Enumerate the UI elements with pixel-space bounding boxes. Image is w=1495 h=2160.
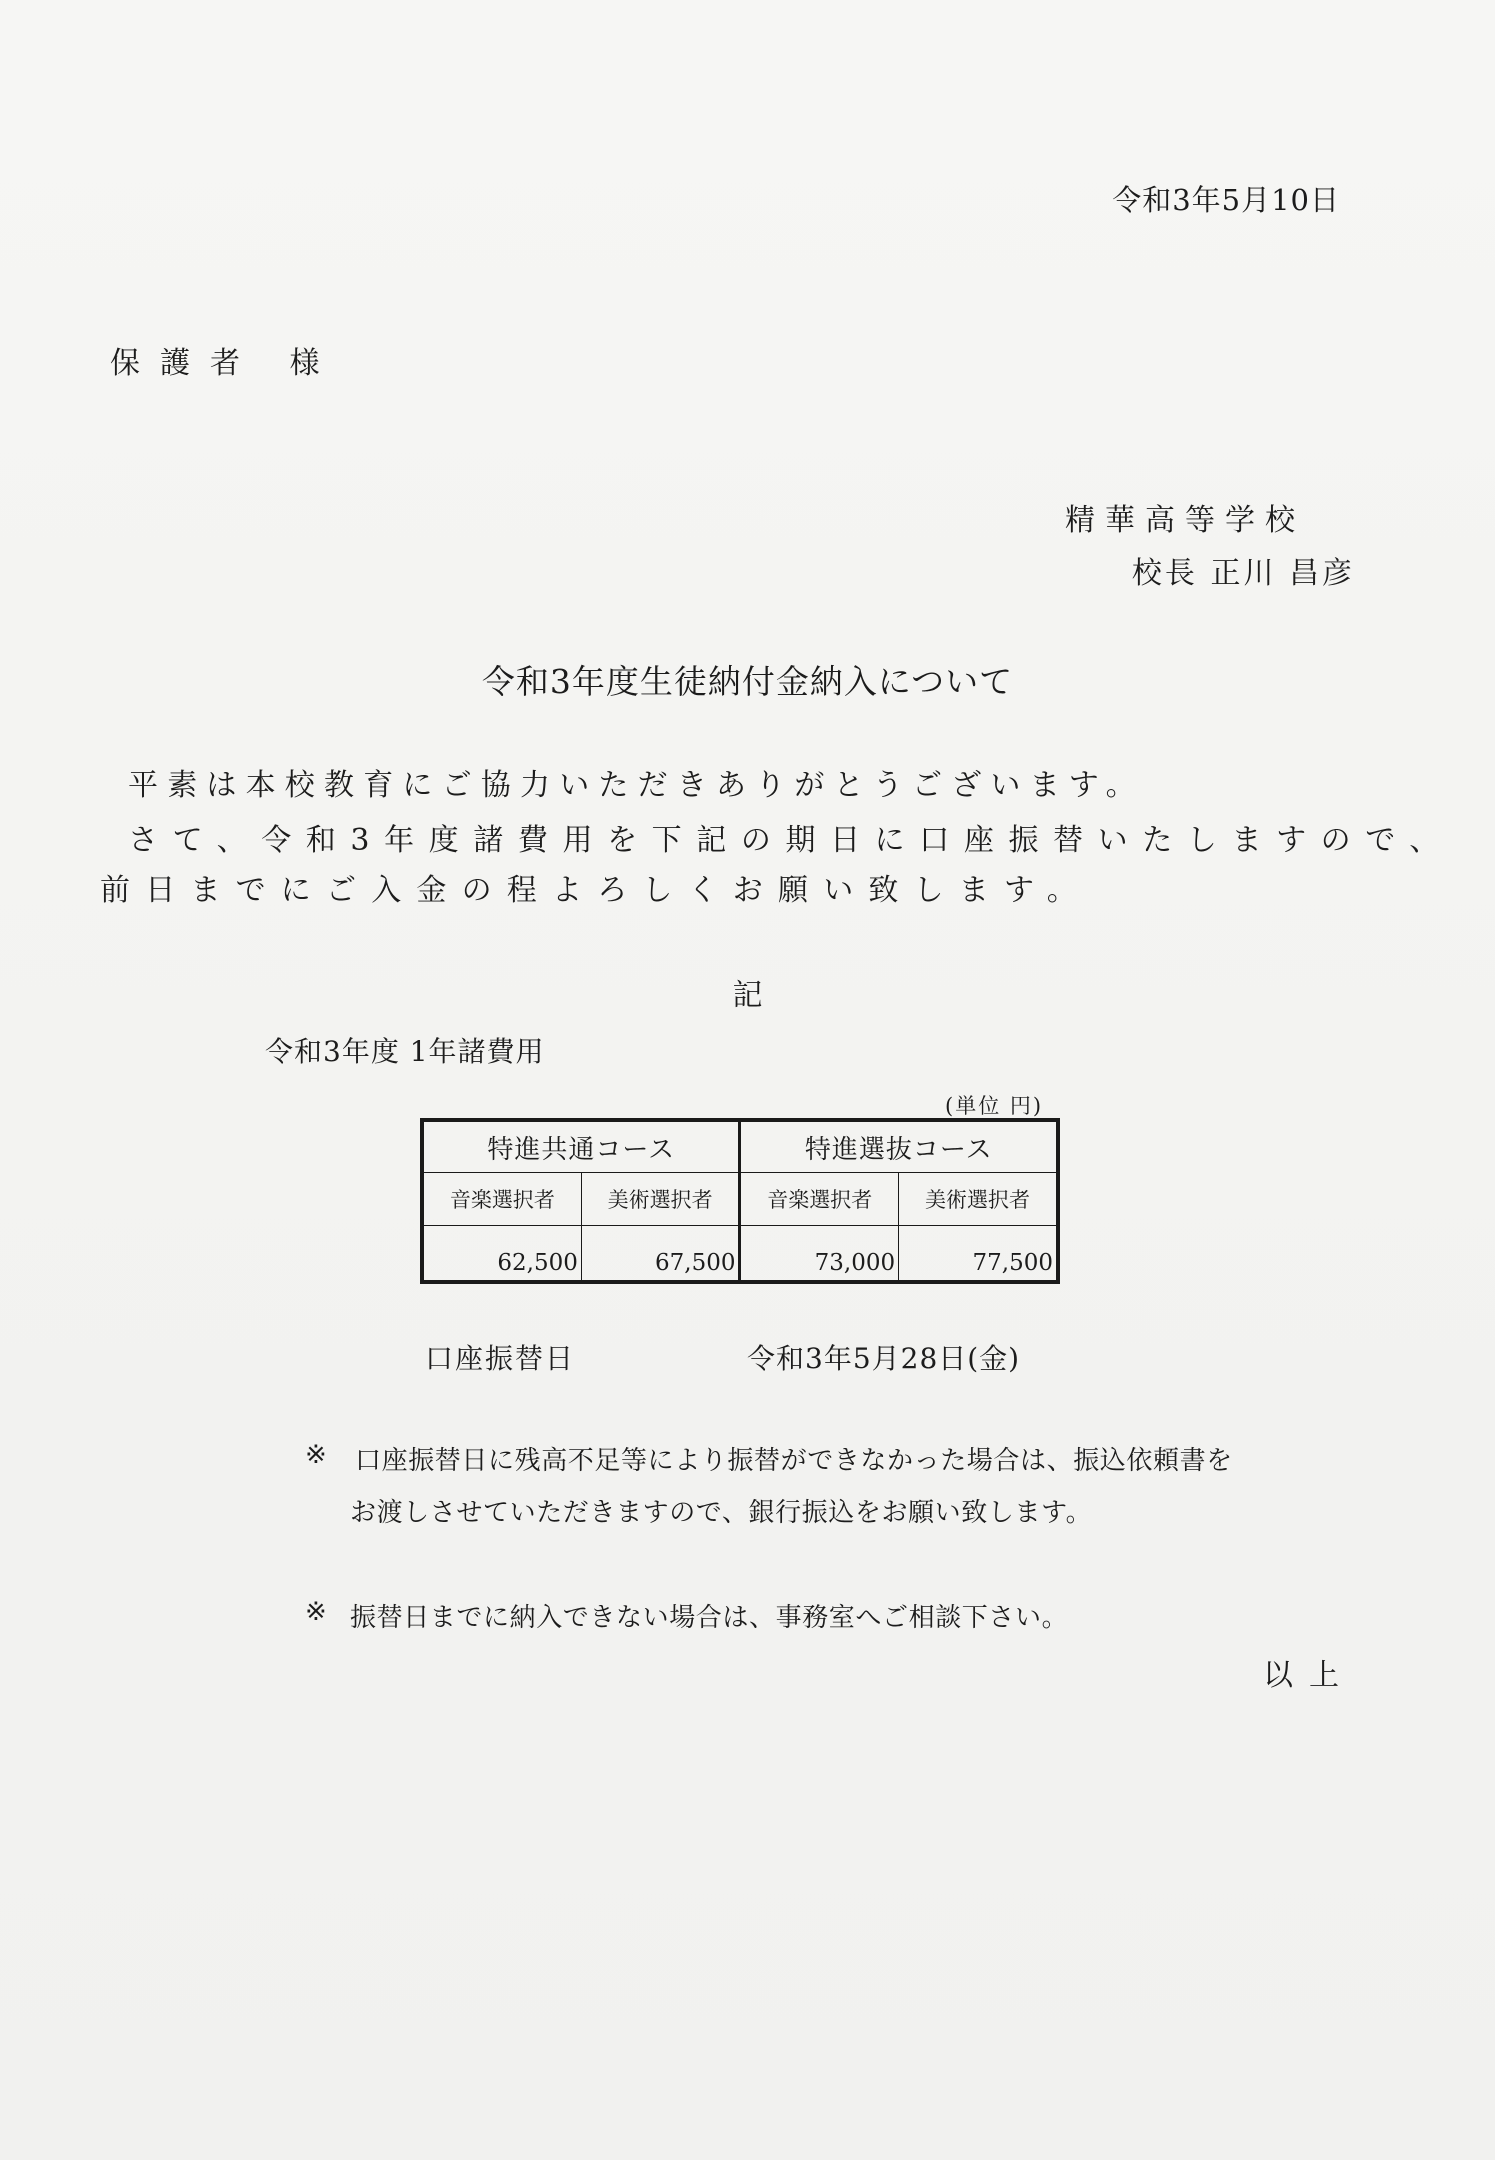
column-header: 音楽選択者 <box>740 1173 899 1226</box>
recipient: 保護者 様 <box>110 346 340 381</box>
amount-cell: 73,000 <box>740 1226 899 1283</box>
note-2: 振替日までに納入できない場合は、事務室へご相談下さい。 <box>350 1603 1069 1633</box>
note-mark: ※ <box>305 1440 327 1470</box>
document-title: 令和3年度生徒納付金納入について <box>481 662 1014 701</box>
body-line-2: さて、令和3年度諸費用を下記の期日に口座振替いたしますので、 <box>128 823 1454 858</box>
amount-cell: 67,500 <box>581 1226 740 1283</box>
body-line-1: 平素は本校教育にご協力いただきありがとうございます。 <box>128 768 1145 803</box>
table-row <box>422 1120 1058 1173</box>
table-row <box>422 1226 1058 1283</box>
note-1-line-2: お渡しさせていただきますので、銀行振込をお願い致します。 <box>350 1498 1093 1528</box>
note-mark: ※ <box>305 1597 327 1627</box>
fee-table <box>420 1118 1060 1284</box>
note-1-line-1: 口座振替日に残高不足等により振替ができなかった場合は、振込依頼書を <box>355 1446 1233 1476</box>
column-header: 美術選択者 <box>899 1173 1058 1226</box>
unit-label: (単位 円) <box>945 1094 1044 1118</box>
principal-name: 校長 正川 昌彦 <box>1131 556 1355 591</box>
table-row <box>422 1173 1058 1226</box>
fee-table-title: 令和3年度 1年諸費用 <box>265 1035 545 1068</box>
amount-cell: 62,500 <box>422 1226 581 1283</box>
closing-mark: 以上 <box>1263 1658 1355 1693</box>
course-header: 特進共通コース <box>422 1120 740 1173</box>
body-line-3: 前日までにご入金の程よろしくお願い致します。 <box>100 873 1092 908</box>
issue-date: 令和3年5月10日 <box>1112 183 1340 217</box>
column-header: 美術選択者 <box>581 1173 740 1226</box>
transfer-date-value: 令和3年5月28日(金) <box>747 1342 1021 1375</box>
transfer-date-label: 口座振替日 <box>425 1342 576 1375</box>
course-header: 特進選抜コース <box>740 1120 1058 1173</box>
amount-cell: 77,500 <box>899 1226 1058 1283</box>
column-header: 音楽選択者 <box>422 1173 581 1226</box>
school-name: 精華高等学校 <box>1065 503 1305 538</box>
ki-heading: 記 <box>732 978 763 1013</box>
